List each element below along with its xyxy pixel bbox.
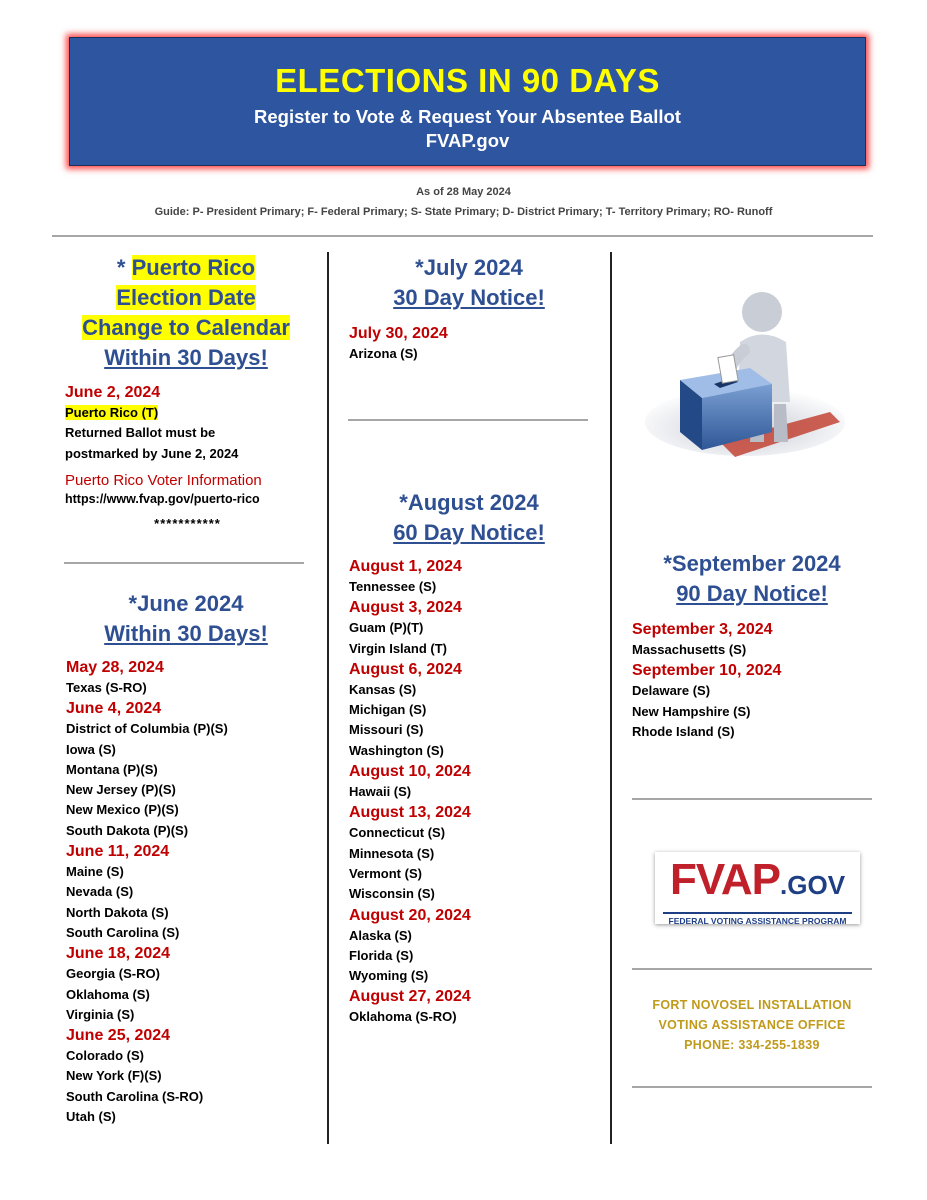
election-date: June 2, 2024 bbox=[65, 384, 161, 401]
state-entry: Wyoming (S) bbox=[349, 968, 429, 984]
state-entry: Iowa (S) bbox=[66, 741, 116, 757]
heading-name: Puerto Rico bbox=[131, 255, 256, 280]
banner-title: ELECTIONS IN 90 DAYS bbox=[275, 62, 660, 99]
stars-separator: *********** bbox=[154, 515, 221, 531]
election-date: June 11, 2024 bbox=[66, 843, 170, 861]
june-heading bbox=[62, 589, 310, 649]
state-entry: Kansas (S) bbox=[349, 681, 417, 697]
column-divider-right bbox=[610, 252, 612, 1144]
june-election-list bbox=[62, 657, 310, 1127]
as-of-date: As of 28 May 2024 bbox=[416, 186, 511, 198]
voter-info-link[interactable]: https://www.fvap.gov/puerto-rico bbox=[65, 491, 260, 506]
banner-subtitle: Register to Vote & Request Your Absentee Ballot bbox=[254, 106, 681, 127]
guide-legend: Guide: P- President Primary; F- Federal Primary; S- State Primary; D- District Primary; T- Territory Primary; RO- Runoff bbox=[154, 206, 773, 218]
election-date: August 10, 2024 bbox=[349, 763, 471, 781]
state-entry: Alaska (S) bbox=[349, 927, 412, 943]
state-entry: Rhode Island (S) bbox=[632, 723, 735, 739]
contact-line2: VOTING ASSISTANCE OFFICE bbox=[658, 1018, 846, 1032]
state-entry: New York (F)(S) bbox=[66, 1068, 162, 1084]
state-entry: Virgin Island (T) bbox=[349, 640, 447, 656]
state-entry: Wisconsin (S) bbox=[349, 886, 435, 902]
july-section bbox=[345, 253, 593, 364]
state-entry: South Carolina (S) bbox=[66, 924, 180, 940]
state-entry: Michigan (S) bbox=[349, 702, 427, 718]
election-date: September 3, 2024 bbox=[632, 621, 773, 638]
state-entry: Texas (S-RO) bbox=[66, 680, 147, 695]
august-heading bbox=[345, 488, 593, 548]
contact-block bbox=[628, 995, 876, 1055]
header-divider bbox=[52, 235, 873, 237]
ballot-note-line1: Returned Ballot must be bbox=[65, 425, 216, 441]
august-election-list bbox=[345, 556, 593, 1028]
ballot-box-clipart bbox=[640, 272, 850, 460]
september-divider bbox=[632, 798, 872, 800]
contact-phone[interactable]: PHONE: 334-255-1839 bbox=[684, 1038, 820, 1052]
august-heading-line1: *August 2024 bbox=[399, 490, 539, 515]
state-entry: Washington (S) bbox=[349, 742, 444, 758]
state-entry: Massachusetts (S) bbox=[632, 642, 747, 657]
state-entry: Arizona (S) bbox=[349, 346, 418, 361]
heading-line4: Within 30 Days! bbox=[104, 345, 268, 370]
state-entry: Hawaii (S) bbox=[349, 784, 412, 800]
voter-info-label: Puerto Rico Voter Information bbox=[65, 471, 262, 489]
contact-divider bbox=[632, 1086, 872, 1088]
july-heading-line1: *July 2024 bbox=[415, 255, 523, 280]
heading-line3: Change to Calendar bbox=[82, 315, 290, 340]
state-entry: Oklahoma (S-RO) bbox=[349, 1009, 457, 1025]
election-date: July 30, 2024 bbox=[349, 325, 448, 342]
state-entry: North Dakota (S) bbox=[66, 904, 169, 920]
logo-tagline: FEDERAL VOTING ASSISTANCE PROGRAM bbox=[663, 912, 852, 926]
state-entry: Connecticut (S) bbox=[349, 825, 446, 841]
election-date: May 28, 2024 bbox=[66, 659, 164, 676]
september-election-list bbox=[628, 619, 876, 742]
state-entry: Tennessee (S) bbox=[349, 579, 437, 594]
august-section bbox=[345, 488, 593, 1028]
state-entry: New Jersey (P)(S) bbox=[66, 782, 176, 798]
state-entry: Colorado (S) bbox=[66, 1048, 144, 1064]
state-entry: South Carolina (S-RO) bbox=[66, 1088, 204, 1104]
june-heading-line2: Within 30 Days! bbox=[104, 621, 268, 646]
puerto-rico-divider bbox=[64, 562, 304, 564]
july-heading-line2: 30 Day Notice! bbox=[393, 285, 545, 310]
august-heading-line2: 60 Day Notice! bbox=[393, 520, 545, 545]
election-date: September 10, 2024 bbox=[632, 662, 782, 680]
voter-ballot-icon bbox=[640, 272, 850, 460]
september-heading-line2: 90 Day Notice! bbox=[676, 581, 828, 606]
election-date: August 13, 2024 bbox=[349, 804, 471, 822]
state-entry: Missouri (S) bbox=[349, 722, 424, 738]
state-entry: South Dakota (P)(S) bbox=[66, 822, 189, 838]
puerto-rico-section bbox=[62, 253, 310, 531]
july-divider bbox=[348, 419, 588, 421]
state-entry: Oklahoma (S) bbox=[66, 986, 150, 1002]
election-date: June 4, 2024 bbox=[66, 700, 162, 718]
election-date: August 6, 2024 bbox=[349, 660, 462, 678]
state-entry: Virginia (S) bbox=[66, 1006, 135, 1022]
state-entry: New Hampshire (S) bbox=[632, 703, 751, 719]
state-entry: Maine (S) bbox=[66, 864, 124, 880]
state-entry: Vermont (S) bbox=[349, 865, 422, 881]
election-date: August 3, 2024 bbox=[349, 599, 462, 617]
state-entry: Georgia (S-RO) bbox=[66, 966, 160, 982]
logo-divider bbox=[632, 968, 872, 970]
ballot-note-line2: postmarked by June 2, 2024 bbox=[65, 445, 239, 461]
state-entry: Puerto Rico (T) bbox=[65, 405, 159, 420]
july-heading bbox=[345, 253, 593, 313]
state-entry: District of Columbia (P)(S) bbox=[66, 721, 228, 737]
puerto-rico-heading bbox=[62, 253, 310, 373]
state-entry: New Mexico (P)(S) bbox=[66, 802, 179, 818]
election-date: June 18, 2024 bbox=[66, 945, 171, 963]
state-entry: Nevada (S) bbox=[66, 884, 134, 900]
heading-star: * bbox=[116, 255, 126, 280]
column-divider-left bbox=[327, 252, 329, 1144]
election-date: August 1, 2024 bbox=[349, 558, 462, 575]
election-date: June 25, 2024 bbox=[66, 1027, 171, 1045]
logo-brand-main: FVAP bbox=[669, 855, 781, 904]
july-election-list bbox=[345, 323, 593, 364]
state-entry: Delaware (S) bbox=[632, 683, 711, 699]
heading-line2: Election Date bbox=[116, 285, 256, 310]
state-entry: Florida (S) bbox=[349, 947, 414, 963]
election-date: August 20, 2024 bbox=[349, 906, 471, 924]
election-date: August 27, 2024 bbox=[349, 988, 471, 1006]
state-entry: Minnesota (S) bbox=[349, 845, 435, 861]
logo-brand-suffix: .GOV bbox=[780, 870, 846, 900]
contact-line1: FORT NOVOSEL INSTALLATION bbox=[652, 998, 852, 1012]
state-entry: Utah (S) bbox=[66, 1109, 116, 1125]
header-banner bbox=[69, 37, 866, 166]
june-section bbox=[62, 589, 310, 1127]
state-entry: Guam (P)(T) bbox=[349, 620, 424, 636]
state-entry: Montana (P)(S) bbox=[66, 761, 158, 777]
september-section bbox=[628, 549, 876, 742]
september-heading bbox=[628, 549, 876, 609]
june-heading-line1: *June 2024 bbox=[128, 591, 244, 616]
september-heading-line1: *September 2024 bbox=[663, 551, 841, 576]
banner-site: FVAP.gov bbox=[425, 130, 510, 151]
fvap-logo bbox=[655, 852, 860, 924]
